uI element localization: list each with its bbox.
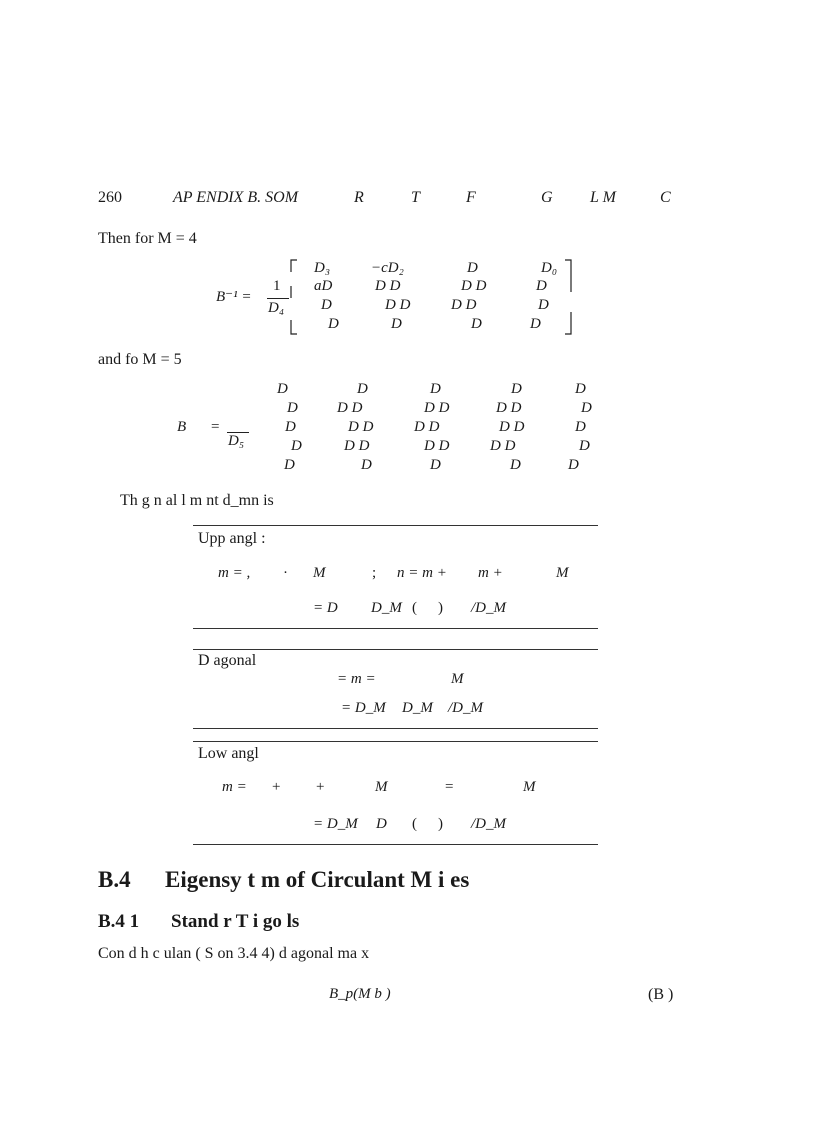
diagonal-line1-part: = m = xyxy=(337,671,376,687)
matrix5-lhs: B xyxy=(177,419,187,435)
running-header-part: G xyxy=(541,189,553,206)
upper-line1-part: · xyxy=(283,565,288,581)
matrix5-cell: D D xyxy=(424,438,450,454)
matrix5-eq: = xyxy=(211,419,220,435)
lower-line1-part: = xyxy=(445,779,454,795)
equation-label: (B ) xyxy=(648,986,674,1003)
matrix5-cell: D D xyxy=(344,438,370,454)
matrix4-cell: D₀ xyxy=(541,260,558,276)
upper-box-bottom-rule xyxy=(193,628,598,629)
body-paragraph: Con d h c ulan ( S on 3.4 4) d agonal ma x xyxy=(98,945,370,962)
matrix5-cell: D xyxy=(430,457,441,473)
matrix5-cell: D D xyxy=(496,400,522,416)
matrix4-cell: D xyxy=(328,316,339,332)
matrix5-cell: D xyxy=(285,419,296,435)
lower-line1-part: M xyxy=(375,779,388,795)
lower-line1-part: m = xyxy=(222,779,247,795)
lower-box-title: Low angl xyxy=(198,745,259,762)
lower-line2-part: /D_M xyxy=(471,816,506,832)
diagonal-line2-part: D_M xyxy=(402,700,433,716)
diagonal-line2-part: = D_M xyxy=(341,700,386,716)
lower-box-bottom-rule xyxy=(193,844,598,845)
diagonal-box-bottom-rule xyxy=(193,728,598,729)
diagonal-box-title: D agonal xyxy=(198,652,257,669)
upper-line1-part: ; xyxy=(372,565,377,581)
matrix4-cell: D xyxy=(536,278,547,294)
matrix4-cell: D xyxy=(530,316,541,332)
upper-line2-part: ( xyxy=(412,600,417,616)
matrix5-cell: D xyxy=(568,457,579,473)
diagonal-line1-part: M xyxy=(451,671,464,687)
matrix4-cell: D D xyxy=(451,297,477,313)
page-number: 260 xyxy=(98,189,122,206)
matrix5-cell: D D xyxy=(424,400,450,416)
upper-line1-part: m + xyxy=(478,565,503,581)
matrix5-cell: D xyxy=(430,381,441,397)
matrix4-cell: D xyxy=(391,316,402,332)
lower-line1-part: + xyxy=(272,779,281,795)
section-title: Eigensy t m of Circulant M i es xyxy=(165,867,470,892)
lower-line2-part: ) xyxy=(438,816,443,832)
upper-line1-part: M xyxy=(313,565,326,581)
lower-line2-part: = D_M xyxy=(313,816,358,832)
section-number: B.4 xyxy=(98,867,131,892)
matrix5-cell: D xyxy=(579,438,590,454)
lower-line2-part: D xyxy=(376,816,387,832)
right-bracket-icon xyxy=(563,258,573,336)
upper-line1-part: m = , xyxy=(218,565,251,581)
diagonal-line2-part: /D_M xyxy=(448,700,483,716)
left-bracket-icon xyxy=(289,258,299,336)
matrix5-cell: D D xyxy=(337,400,363,416)
matrix4-cell: aD xyxy=(314,278,333,294)
upper-box-top-rule xyxy=(193,525,598,526)
lower-box-top-rule xyxy=(193,741,598,742)
matrix4-lhs: B⁻¹ = xyxy=(216,289,252,305)
matrix5-cell: D xyxy=(581,400,592,416)
matrix4-cell: D D xyxy=(375,278,401,294)
matrix5-cell: D xyxy=(357,381,368,397)
lower-line2-part: ( xyxy=(412,816,417,832)
matrix5-cell: D xyxy=(291,438,302,454)
upper-line2-part: ) xyxy=(438,600,443,616)
matrix5-cell: D xyxy=(277,381,288,397)
running-header-part: C xyxy=(660,189,671,206)
matrix4-cell: −cD₂ xyxy=(371,260,404,276)
intro-text-m5: and fo M = 5 xyxy=(98,351,182,368)
lower-line1-part: M xyxy=(523,779,536,795)
matrix4-cell: D xyxy=(467,260,478,276)
matrix4-cell: D D xyxy=(461,278,487,294)
intro-text-m4: Then for M = 4 xyxy=(98,230,197,247)
upper-line2-part: = D xyxy=(313,600,338,616)
running-header-part: F xyxy=(466,189,476,206)
diagonal-box-top-rule xyxy=(193,649,598,650)
matrix5-cell: D D xyxy=(499,419,525,435)
upper-box-title: Upp angl : xyxy=(198,530,266,547)
lower-line1-part: + xyxy=(316,779,325,795)
matrix5-frac-denominator: D₅ xyxy=(228,433,245,449)
matrix4-cell: D D xyxy=(385,297,411,313)
running-header-part: R xyxy=(354,189,364,206)
display-equation: B_p(M b ) xyxy=(329,986,391,1002)
matrix4-frac-bar xyxy=(267,298,289,299)
matrix5-cell: D xyxy=(575,381,586,397)
subsection-number: B.4 1 xyxy=(98,911,140,932)
matrix4-cell: D xyxy=(538,297,549,313)
matrix4-cell: D xyxy=(321,297,332,313)
subsection-title: Stand r T i go ls xyxy=(171,911,300,932)
matrix5-cell: D xyxy=(511,381,522,397)
general-element-text: Th g n al l m nt d_mn is xyxy=(120,492,274,509)
upper-line1-part: n = m + xyxy=(397,565,447,581)
matrix5-cell: D xyxy=(284,457,295,473)
matrix5-cell: D xyxy=(287,400,298,416)
matrix5-cell: D D xyxy=(414,419,440,435)
matrix5-cell: D xyxy=(361,457,372,473)
matrix5-cell: D D xyxy=(490,438,516,454)
running-header-part: AP ENDIX B. SOM xyxy=(173,189,299,206)
upper-line2-part: D_M xyxy=(371,600,402,616)
matrix5-cell: D xyxy=(575,419,586,435)
matrix4-cell: D xyxy=(471,316,482,332)
matrix4-cell: D₃ xyxy=(314,260,331,276)
upper-line1-part: M xyxy=(556,565,569,581)
running-header-part: L M xyxy=(590,189,616,206)
matrix4-frac-numerator: 1 xyxy=(273,278,281,294)
matrix5-cell: D xyxy=(510,457,521,473)
matrix4-frac-denominator: D₄ xyxy=(268,300,285,316)
matrix5-cell: D D xyxy=(348,419,374,435)
running-header-part: T xyxy=(411,189,420,206)
upper-line2-part: /D_M xyxy=(471,600,506,616)
